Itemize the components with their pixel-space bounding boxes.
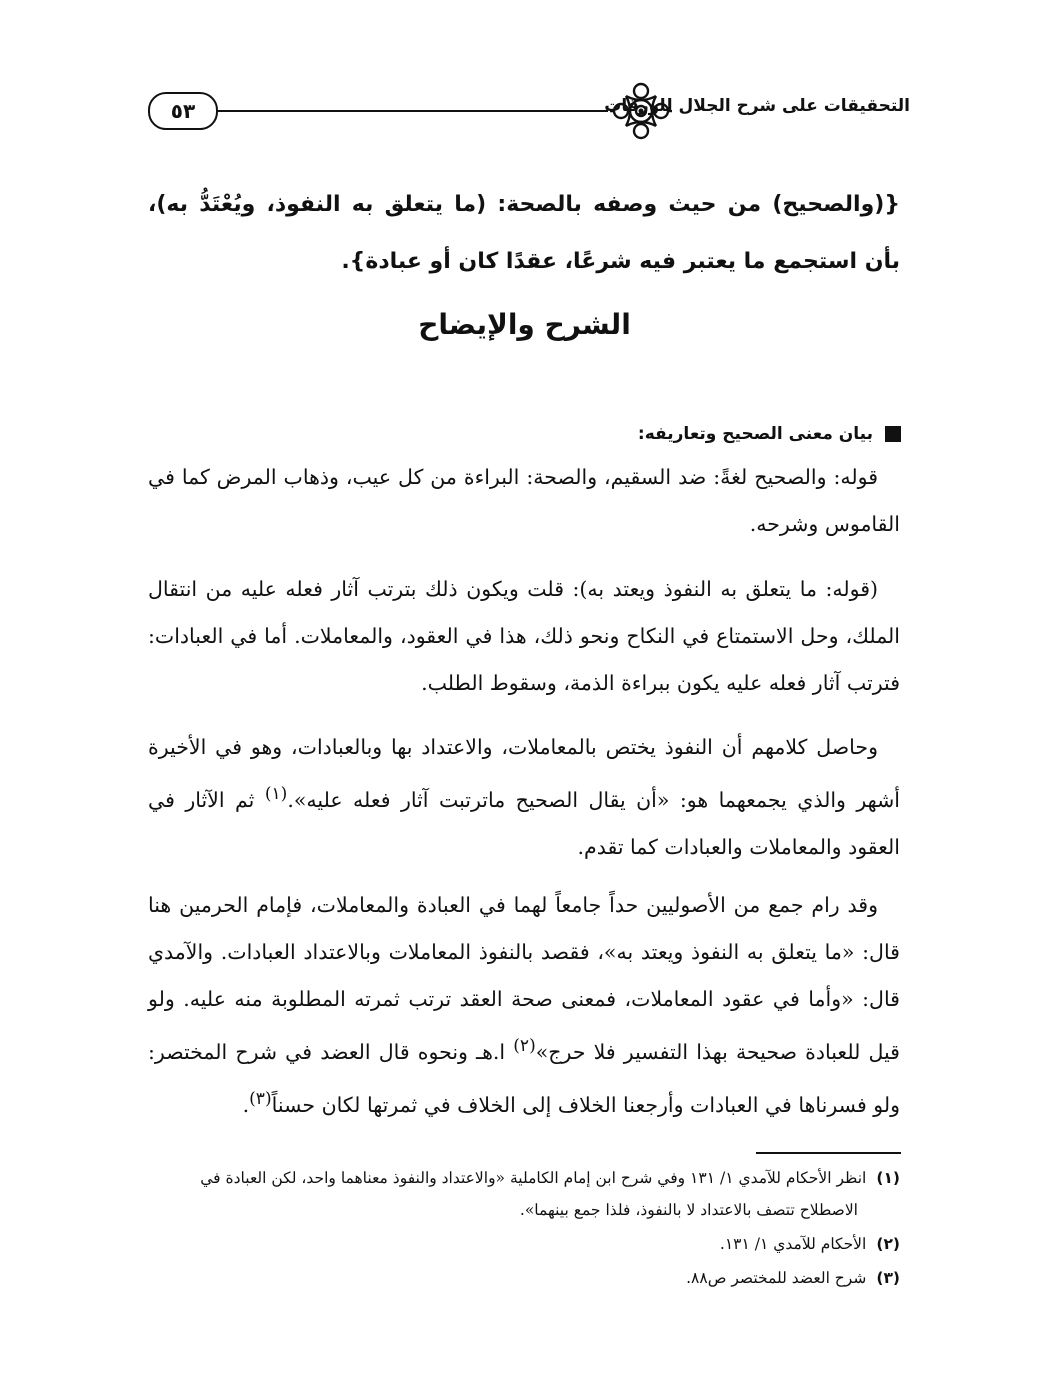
paragraph-4-text-middle: ا.هـ ونحوه قال العضد في شرح المختصر: ولو فسرناها في العبادات وأرجعنا الخلاف إلى الخلاف في ثمرتها لكان حسناً (148, 1039, 900, 1117)
footnote-1 (140, 1162, 900, 1226)
paragraph-1 (148, 454, 900, 548)
paragraph-3 (148, 724, 900, 871)
footnote-ref[interactable]: (٢) (513, 1036, 536, 1056)
matn-text (148, 176, 900, 290)
header-rule (218, 110, 608, 112)
footnote-separator (756, 1152, 901, 1154)
subheading (638, 424, 901, 444)
page-header (140, 78, 910, 144)
paragraph-3-text-end: ثم الآثار في العقود والمعاملات والعبادات كما تقدم. (148, 787, 900, 859)
paragraph-1-text: قوله: والصحيح لغةً: ضد السقيم، والصحة: البراءة من كل عيب، وذهاب المرض كما في القاموس وشرحه. (148, 465, 900, 536)
square-bullet-icon (885, 426, 901, 442)
footnote-number: (٢) (876, 1235, 900, 1253)
footnote-2 (140, 1228, 900, 1260)
footnote-ref[interactable]: (١) (264, 784, 288, 804)
paragraph-2-text: (قوله: ما يتعلق به النفوذ ويعتد به): قلت ويكون ذلك بترتب آثار فعله عليه من انتقال الملك، وحل الاستمتاع في النكاح ونحو ذلك، هذا في العقود، والمعاملات. أما في العبادات: فترتب آثار فعله عليه يكون ببراءة الذمة، وسقوط الطلب. (148, 577, 900, 695)
footnote-text: انظر الأحكام للآمدي ١/ ١٣١ وفي شرح ابن إمام الكاملية «والاعتداد والنفوذ معناهما واحد، لكن العبادة في (200, 1169, 867, 1187)
matn-line-1: {(والصحيح) من حيث وصفه بالصحة: (ما يتعلق به النفوذ، ويُعْتَدُّ به)، بأن (148, 192, 900, 274)
footnote-3 (140, 1262, 900, 1294)
subheading-text: بيان معنى الصحيح وتعاريفه: (637, 424, 873, 444)
running-title: التحقيقات على شرح الجلال للورقات (604, 96, 910, 116)
footnote-number: (١) (876, 1169, 900, 1187)
footnote-number: (٣) (876, 1269, 900, 1287)
footnote-text: الأحكام للآمدي ١/ ١٣١. (719, 1235, 867, 1253)
footnote-ref[interactable]: (٣) (249, 1088, 272, 1109)
paragraph-4-text-end: . (242, 1092, 250, 1117)
paragraph-4-text: وقد رام جمع من الأصوليين حداً جامعاً لهما في العبادة والمعاملات، فإمام الحرمين هنا قال: «ما يتعلق به النفوذ ويعتد به»، فقصد بالنفوذ المعاملات وبالاعتداد العبادات. والآمدي قال: «وأما في عقود المعاملات، فمعنى صحة العقد ترتب ثمرته المطلوبة منه عليه. ولو قيل للعبادة صحيحة بهذا التفسير فلا حرج» (148, 893, 900, 1064)
matn-line-2: استجمع ما يعتبر فيه شرعًا، عقدًا كان أو عبادة}. (341, 249, 858, 274)
page-number: ٥٣ (148, 92, 218, 130)
paragraph-2 (148, 566, 900, 707)
paragraph-3-text: وحاصل كلامهم أن النفوذ يختص بالمعاملات، والاعتداد بها وبالعبادات، وهو في الأخيرة أشهر والذي يجمعهما هو: «أن يقال الصحيح ماترتبت آثار فعله عليه». (148, 735, 901, 812)
footnote-text: شرح العضد للمختصر ص٨٨. (686, 1269, 867, 1287)
paragraph-4 (148, 882, 900, 1129)
footnote-text-continued: الاصطلاح تتصف بالاعتداد لا بالنفوذ، فلذا جمع بينهما». (519, 1201, 858, 1219)
section-title: الشرح والإيضاح (418, 308, 631, 341)
